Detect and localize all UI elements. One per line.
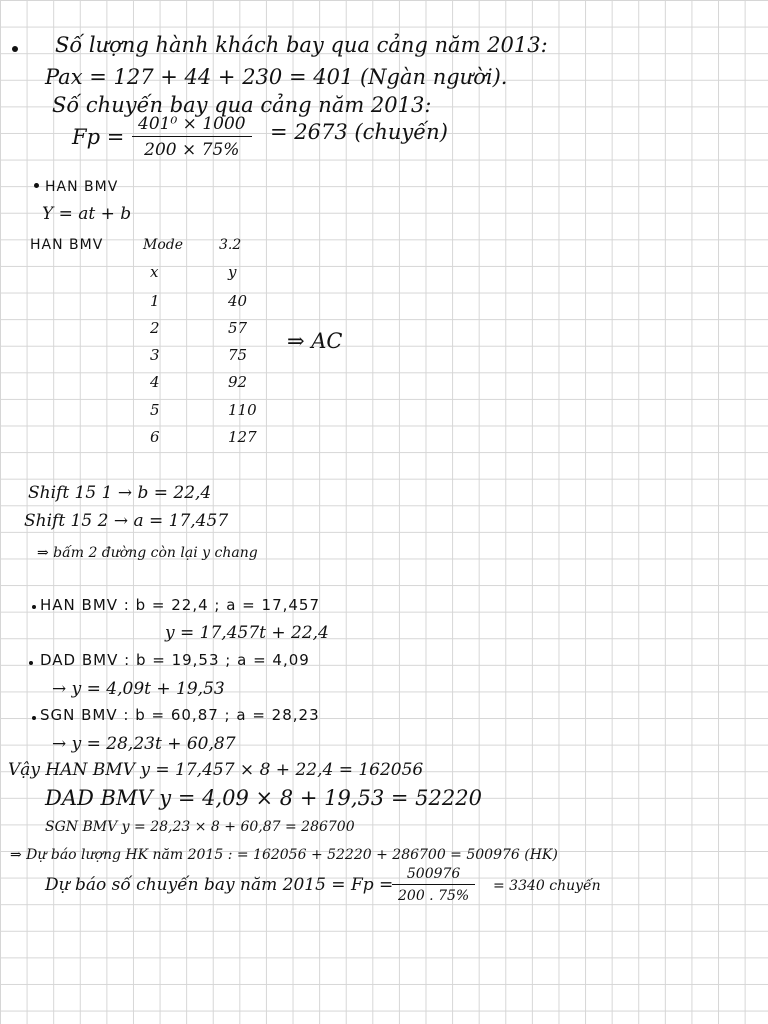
bullet-dot	[12, 46, 18, 52]
bullet-dot	[29, 661, 33, 665]
mode-label: Mode	[143, 237, 184, 253]
flights-heading: Số chuyến bay qua cảng năm 2013:	[52, 93, 432, 117]
flights-result: = 2673 (chuyến)	[270, 120, 448, 144]
table-row-x: 1	[150, 292, 160, 310]
mode-value: 3.2	[219, 237, 242, 253]
dad-route-line: DAD BMV : b = 19,53 ; a = 4,09	[40, 651, 310, 669]
han-model-equation: Y = at + b	[42, 204, 132, 224]
arrow-result: ⇒ AC	[287, 329, 343, 353]
conclusion-han: Vậy HAN BMV y = 17,457 × 8 + 22,4 = 162056	[8, 760, 424, 780]
table-row-y: 110	[228, 401, 257, 419]
conclusion-dad: DAD BMV y = 4,09 × 8 + 19,53 = 52220	[45, 786, 482, 810]
forecast-flights-label: Dự báo số chuyến bay năm 2015 = Fp =	[45, 875, 394, 895]
flights-denominator: 200 × 75%	[144, 140, 240, 160]
shift-note: ⇒ bấm 2 đường còn lại y chang	[37, 545, 258, 561]
han-route-equation: y = 17,457t + 22,4	[165, 623, 329, 643]
col-y-header: y	[228, 263, 237, 281]
dad-route-equation: → y = 4,09t + 19,53	[52, 679, 225, 699]
table-row-x: 6	[150, 428, 160, 446]
shift-line-1: Shift 15 1 → b = 22,4	[28, 483, 212, 503]
table-row-y: 57	[228, 319, 248, 337]
table-row-y: 75	[228, 346, 248, 364]
table-row-y: 92	[228, 373, 248, 391]
bullet-dot	[34, 183, 39, 188]
passengers-heading: Số lượng hành khách bay qua cảng năm 2013:	[55, 33, 548, 57]
han-table-title: HAN BMV	[30, 237, 104, 253]
han-section-title: HAN BMV	[45, 179, 119, 195]
table-row-x: 5	[150, 401, 160, 419]
bullet-dot	[32, 605, 36, 609]
col-x-header: x	[150, 263, 159, 281]
forecast-numerator: 500976	[392, 866, 475, 885]
flights-lhs: Fp =	[72, 125, 125, 149]
forecast-denominator: 200 . 75%	[398, 888, 470, 904]
table-row-y: 40	[228, 292, 248, 310]
sgn-route-equation: → y = 28,23t + 60,87	[52, 734, 236, 754]
conclusion-sgn: SGN BMV y = 28,23 × 8 + 60,87 = 286700	[45, 819, 355, 835]
sgn-route-line: SGN BMV : b = 60,87 ; a = 28,23	[40, 706, 320, 724]
flights-fraction	[132, 114, 252, 160]
table-row-x: 4	[150, 373, 160, 391]
bullet-dot	[32, 716, 36, 720]
table-row-x: 3	[150, 346, 160, 364]
table-row-x: 2	[150, 319, 160, 337]
han-route-line: HAN BMV : b = 22,4 ; a = 17,457	[40, 596, 321, 614]
forecast-passengers: ⇒ Dự báo lượng HK năm 2015 : = 162056 + 52220 + 286700 = 500976 (HK)	[10, 847, 558, 863]
forecast-fraction	[392, 866, 475, 904]
table-row-y: 127	[228, 428, 257, 446]
passengers-equation: Pax = 127 + 44 + 230 = 401 (Ngàn người).	[45, 65, 508, 89]
flights-numerator: 401⁰ × 1000	[132, 114, 252, 137]
shift-line-2: Shift 15 2 → a = 17,457	[24, 511, 229, 531]
forecast-flights-result: = 3340 chuyến	[493, 878, 601, 894]
